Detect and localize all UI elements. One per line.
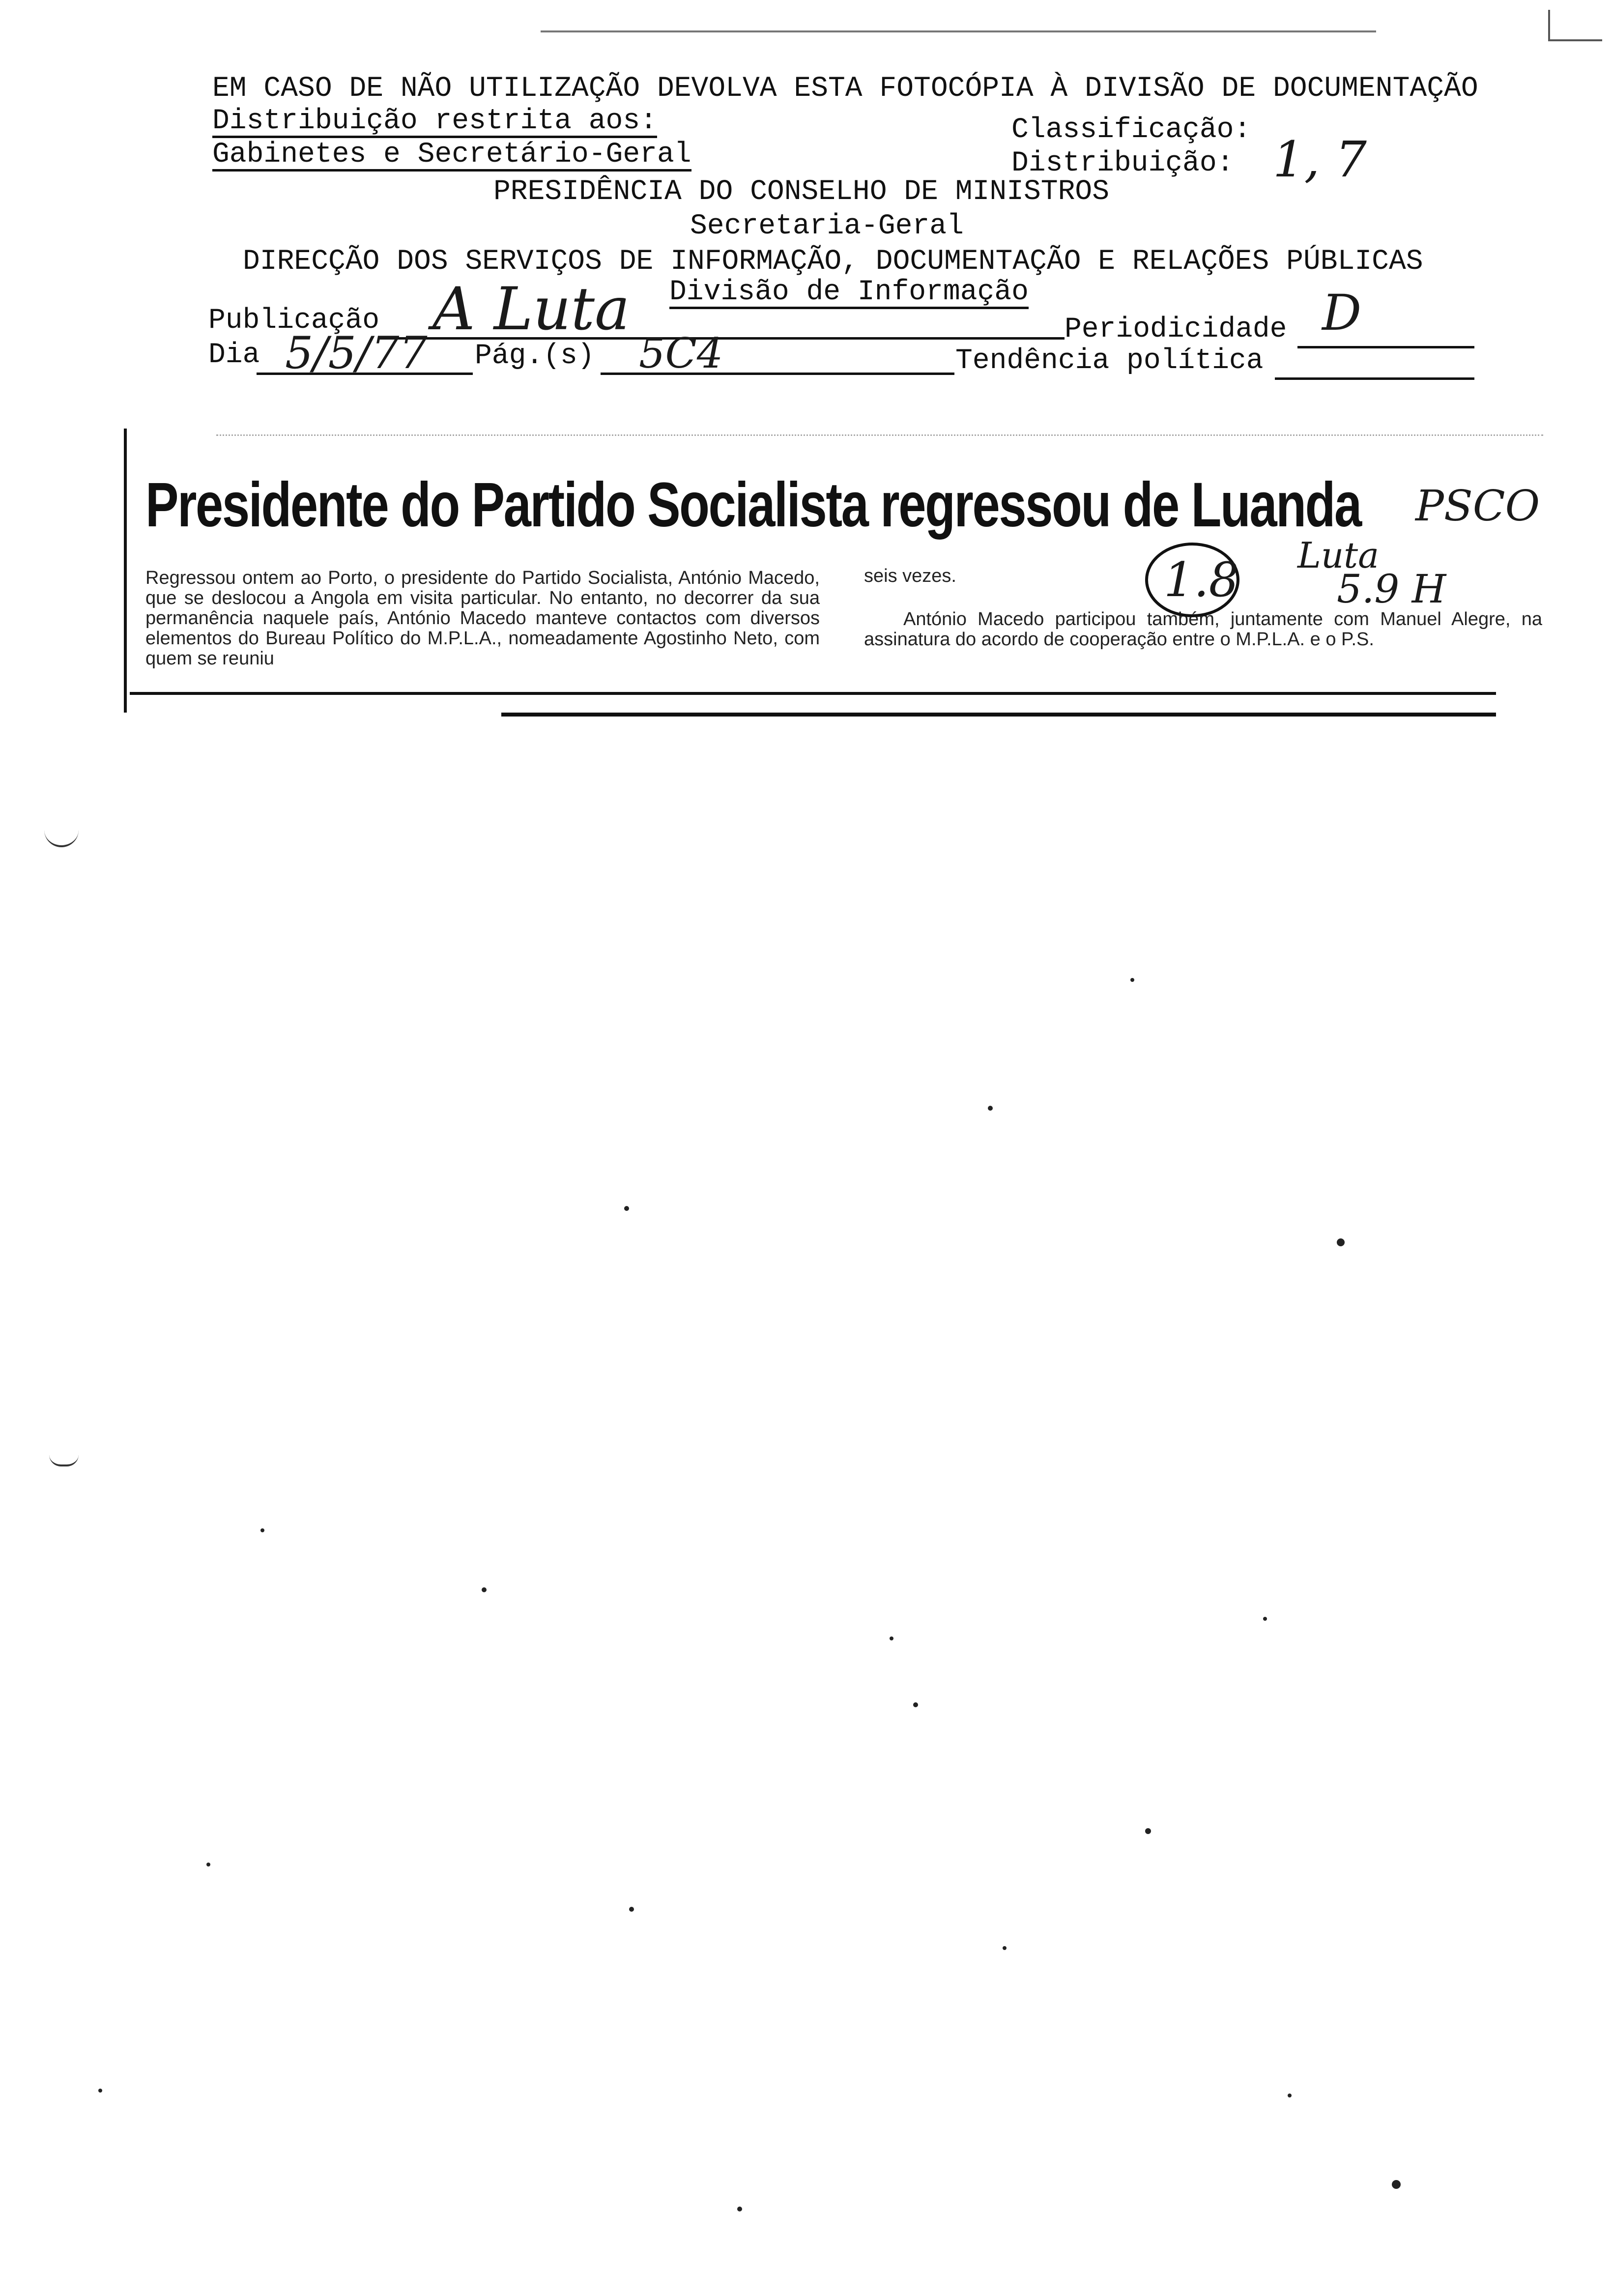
speck	[1263, 1617, 1267, 1621]
restricted-distribution-label: Distribuição restrita aos:	[212, 105, 657, 137]
scan-corner-mark	[1548, 10, 1550, 39]
speck	[1003, 1946, 1007, 1950]
scan-edge-curve	[49, 1455, 79, 1466]
pages-label: Pág.(s)	[475, 340, 595, 372]
speck	[1145, 1828, 1151, 1834]
division-title: Divisão de Informação	[669, 276, 1029, 308]
speck	[629, 1907, 634, 1912]
speck	[737, 2207, 742, 2211]
speck	[1337, 1238, 1345, 1246]
classification-label: Classificação:	[1011, 114, 1251, 146]
pages-value: 5C4	[639, 329, 723, 377]
distribution-value: 1, 7	[1273, 131, 1367, 188]
speck	[624, 1206, 629, 1211]
distribution-label: Distribuição:	[1011, 147, 1234, 179]
speck	[1130, 978, 1134, 982]
day-value: 5/5/77	[285, 327, 428, 379]
speck	[482, 1587, 487, 1592]
speck	[988, 1106, 993, 1111]
speck	[260, 1528, 264, 1532]
periodicity-value: D	[1322, 284, 1362, 342]
speck	[913, 1702, 918, 1707]
annotation-note-line-2: 5.9 H	[1337, 566, 1446, 612]
scan-top-line	[541, 30, 1376, 32]
clipping-left-rule	[124, 429, 127, 713]
speck	[890, 1636, 893, 1640]
day-label: Dia	[208, 339, 260, 371]
annotation-code: PSCO	[1415, 482, 1540, 531]
annotation-note-line-1: Luta	[1297, 535, 1380, 576]
distribution-group: Gabinetes e Secretário-Geral	[212, 139, 691, 171]
article-column-2-p1: seis vezes.	[864, 566, 956, 586]
scan-corner-mark	[1548, 39, 1602, 41]
clipping-bottom-rule-2	[501, 713, 1496, 717]
speck	[1288, 2094, 1292, 2097]
article-column-1: Regressou ontem ao Porto, o presidente do Partido Socialista, António Macedo, que se deslocou a Angola em visita particular. No entanto, no decorrer da sua permanência naquele país, António Macedo manteve contactos com diversos elementos do Bureau Político do M.P.L.A., nomeadamente Agostinho Neto, com quem se reuniu	[145, 568, 820, 669]
directorate-title: DIRECÇÃO DOS SERVIÇOS DE INFORMAÇÃO, DOCUMENTAÇÃO E RELAÇÕES PÚBLICAS	[243, 246, 1423, 278]
presidency-title: PRESIDÊNCIA DO CONSELHO DE MINISTROS	[493, 176, 1110, 208]
article-headline: Presidente do Partido Socialista regressou de Luanda	[145, 470, 1361, 540]
speck	[98, 2089, 102, 2093]
secretariat-title: Secretaria-Geral	[690, 210, 964, 242]
scan-edge-curve	[44, 816, 79, 847]
publication-value: A Luta	[432, 275, 630, 344]
speck	[206, 1863, 210, 1866]
article-column-2-p2: António Macedo participou também, juntamente com Manuel Alegre, na assinatura do acordo de cooperação entre o M.P.L.A. e o P.S.	[864, 609, 1542, 650]
periodicity-line	[1297, 346, 1474, 348]
publication-label: Publicação	[208, 305, 380, 337]
clipping-bottom-rule	[130, 692, 1496, 695]
clipping-top-dots	[216, 434, 1543, 436]
return-notice: EM CASO DE NÃO UTILIZAÇÃO DEVOLVA ESTA FOTOCÓPIA À DIVISÃO DE DOCUMENTAÇÃO	[212, 73, 1478, 105]
periodicity-label: Periodicidade	[1065, 314, 1287, 345]
tendency-line	[1275, 377, 1474, 380]
speck	[1392, 2180, 1401, 2189]
circled-annotation-value: 1.8	[1164, 552, 1239, 607]
political-tendency-label: Tendência política	[955, 345, 1264, 377]
